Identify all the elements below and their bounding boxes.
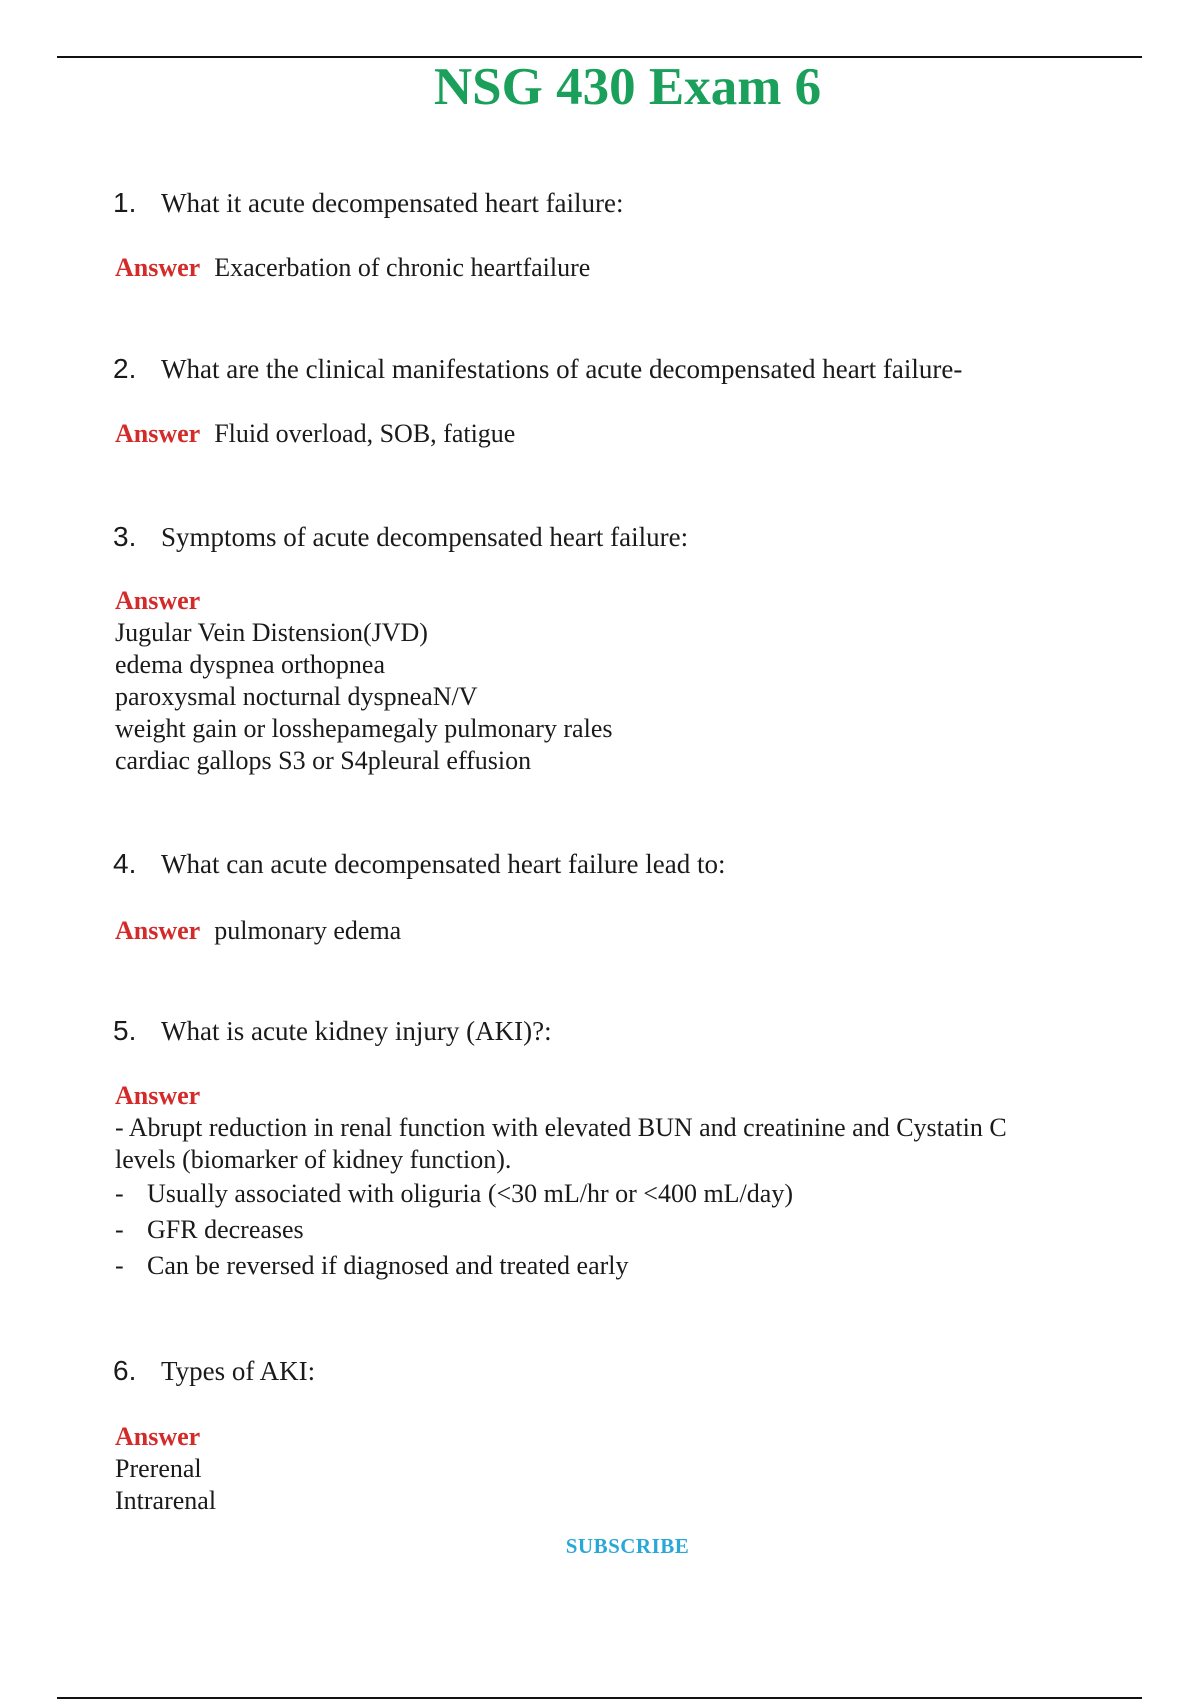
question-3 — [113, 520, 688, 554]
bottom-rule — [57, 1697, 1142, 1699]
answer-bullets — [115, 1176, 1007, 1284]
answer-line: paroxysmal nocturnal dyspneaN/V — [115, 682, 478, 711]
question-text: Symptoms of acute decompensated heart failure: — [161, 522, 689, 552]
document-title: NSG 430 Exam 6 — [433, 58, 822, 116]
answer-label: Answer — [115, 1422, 201, 1451]
question-text: What can acute decompensated heart failure lead to: — [161, 849, 726, 879]
answer-1 — [115, 251, 590, 285]
question-text: What is acute kidney injury (AKI)?: — [161, 1016, 552, 1046]
answer-label: Answer — [115, 419, 201, 448]
answer-text: pulmonary edema — [214, 916, 402, 945]
answer-line: cardiac gallops S3 or S4pleural effusion — [115, 746, 532, 775]
question-4 — [113, 847, 725, 881]
question-number: 4. — [113, 848, 137, 879]
question-number: 1. — [113, 187, 137, 218]
question-5 — [113, 1014, 552, 1048]
question-1 — [113, 186, 624, 220]
bullet-item: - GFR decreases — [115, 1212, 1007, 1248]
answer-label: Answer — [115, 253, 201, 282]
answer-label: Answer — [115, 1081, 201, 1110]
question-text: What are the clinical manifestations of acute decompensated heart failure- — [161, 354, 963, 384]
answer-4 — [115, 914, 401, 948]
question-text: What it acute decompensated heart failure: — [161, 188, 624, 218]
answer-label: Answer — [115, 586, 201, 615]
answer-line: weight gain or losshepamegaly pulmonary rales — [115, 714, 613, 743]
question-number: 5. — [113, 1015, 137, 1046]
question-2 — [113, 352, 962, 386]
answer-line: edema dyspnea orthopnea — [115, 650, 386, 679]
answer-text: Fluid overload, SOB, fatigue — [214, 419, 516, 448]
question-number: 3. — [113, 521, 137, 552]
answer-line: levels (biomarker of kidney function). — [115, 1145, 512, 1174]
question-6 — [113, 1354, 315, 1388]
question-number: 2. — [113, 353, 137, 384]
bullet-item: - Can be reversed if diagnosed and treated early — [115, 1248, 1007, 1284]
answer-label: Answer — [115, 916, 201, 945]
answer-3 — [115, 585, 612, 777]
bullet-item: - Usually associated with oliguria (<30 mL/hr or <400 mL/day) — [115, 1176, 1007, 1212]
answer-line: Jugular Vein Distension(JVD) — [115, 618, 428, 647]
answer-line: Prerenal — [115, 1454, 202, 1483]
answer-text: Exacerbation of chronic heartfailure — [214, 253, 591, 282]
question-number: 6. — [113, 1355, 137, 1386]
question-text: Types of AKI: — [161, 1356, 316, 1386]
answer-6 — [115, 1421, 216, 1517]
answer-2 — [115, 417, 515, 451]
subscribe-link[interactable]: SUBSCRIBE — [565, 1534, 690, 1558]
answer-line: - Abrupt reduction in renal function with elevated BUN and creatinine and Cystatin C — [115, 1113, 1007, 1142]
answer-5 — [115, 1080, 1007, 1284]
answer-line: Intrarenal — [115, 1486, 217, 1515]
